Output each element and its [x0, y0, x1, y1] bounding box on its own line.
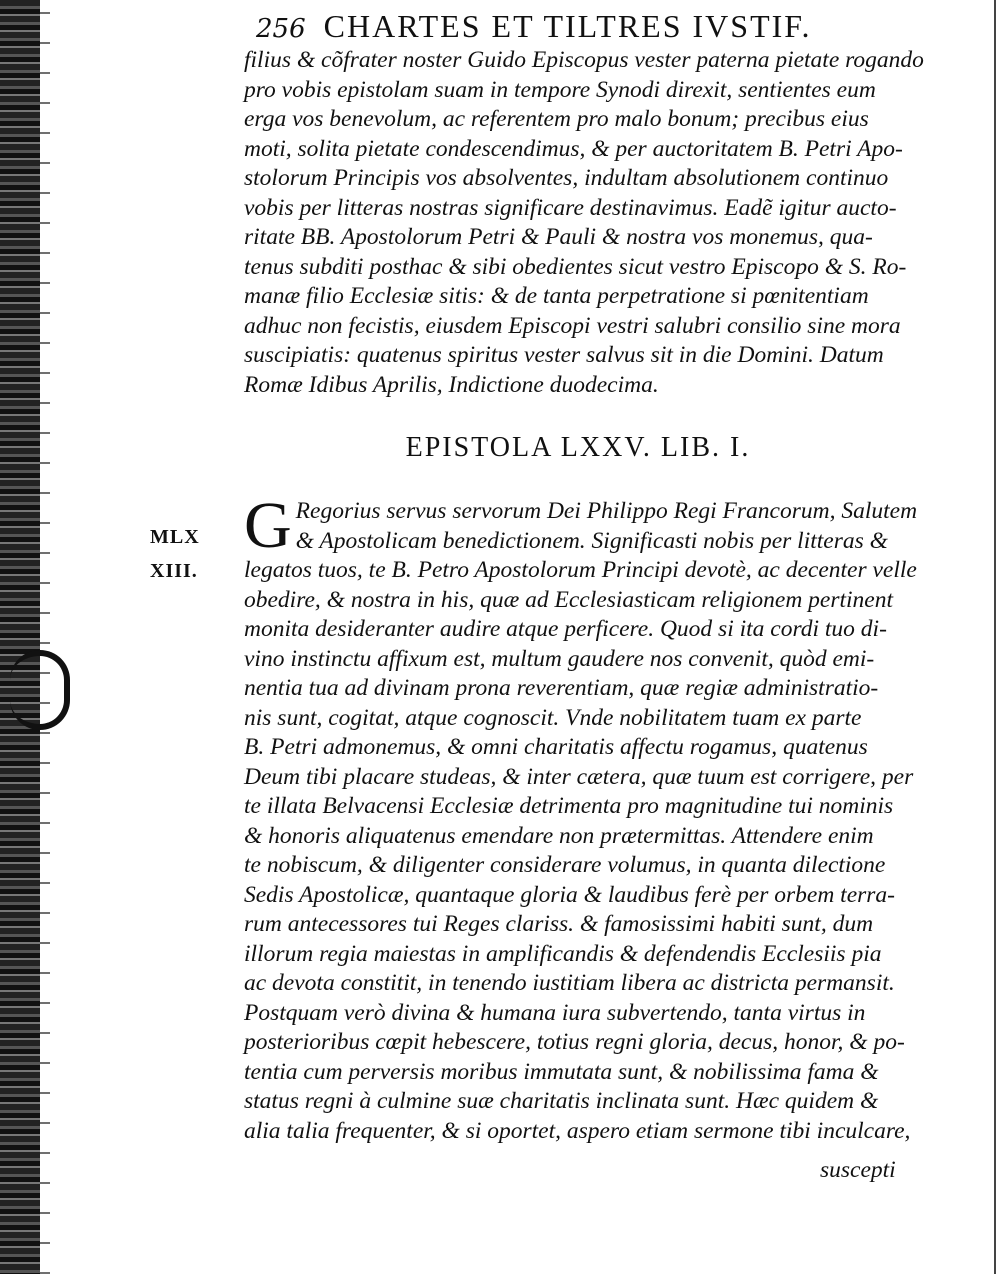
- binding-clip: [10, 650, 70, 730]
- text-line: pro vobis epistolam suam in tempore Synodi direxit, sentientes eum: [244, 76, 876, 103]
- text-line: rum antecessores tui Reges clariss. & famosissimi habiti sunt, dum: [244, 911, 874, 937]
- text-line: obedire, & nostra in his, quæ ad Ecclesiasticam religionem pertinent: [244, 586, 894, 613]
- text-line: adhuc non fecistis, eiusdem Episcopi vestri salubri consilio sine mora: [244, 312, 901, 339]
- scan-right-edge: [976, 0, 1000, 1274]
- text-line: & Apostolicam benedictionem. Significasti nobis per litteras &: [295, 527, 888, 554]
- text-line: tenus subditi posthac & sibi obedientes sicut vestro Episcopo & S. Ro-: [244, 253, 907, 280]
- text-line: & honoris aliquatenus emendare non prætermittas. Attendere enim: [244, 822, 874, 849]
- text-line: nentia tua ad divinam prona reverentiam, quæ regiæ administratio-: [244, 675, 879, 701]
- text-line: suscipiatis: quatenus spiritus vester salvus sit in die Domini. Datum: [244, 342, 884, 368]
- text-line: te nobiscum, & diligenter considerare volumus, in quanta dilectione: [244, 852, 886, 878]
- margin-note-line: MLX: [150, 526, 200, 548]
- text-line: monita desideranter audire atque perficere. Quod si ita cordi tuo di-: [244, 616, 887, 642]
- text-line: Regorius servus servorum Dei Philippo Regi Francorum, Salutem: [295, 498, 918, 524]
- text-line: status regni à culmine suæ charitatis inclinata sunt. Hæc quidem &: [244, 1088, 879, 1114]
- text-line: alia talia frequenter, & si oportet, aspero etiam sermone tibi inculcare,: [244, 1117, 911, 1144]
- text-line: ritate BB. Apostolorum Petri & Pauli & nostra vos monemus, qua-: [244, 224, 873, 250]
- text-line: Romæ Idibus Aprilis, Indictione duodecima.: [244, 371, 659, 398]
- catchword: suscepti: [820, 1157, 896, 1183]
- text-line: B. Petri admonemus, & omni charitatis affectu rogamus, quatenus: [244, 734, 868, 760]
- text-line: tentia cum perversis moribus immutata sunt, & nobilissima fama &: [244, 1058, 879, 1085]
- text-line: Postquam verò divina & humana iura subvertendo, tanta virtus in: [244, 999, 866, 1026]
- page-number: 256: [256, 14, 306, 44]
- text-line: vobis per litteras nostras significare destinavimus. Eadẽ igitur aucto-: [244, 194, 897, 221]
- scan-binding-edge: [0, 0, 40, 1274]
- text-line: Deum tibi placare studeas, & inter cætera, quæ tuum est corrigere, per: [244, 763, 914, 790]
- margin-date-note: [150, 520, 200, 588]
- epistle-heading: EPISTOLA LXXV. LIB. I.: [405, 432, 751, 463]
- margin-note-line: XIII.: [150, 560, 198, 582]
- text-line: filius & cõfrater noster Guido Episcopus vester paterna pietate rogando: [244, 47, 924, 73]
- epistle-body: [244, 489, 918, 1146]
- text-line: moti, solita pietate condescendimus, & per auctoritatem B. Petri Apo-: [244, 135, 903, 162]
- text-line: ac devota constitit, in tenendo iustitiam libera ac districta permansit.: [244, 970, 895, 996]
- drop-cap: G: [244, 489, 292, 562]
- text-line: legatos tuos, te B. Petro Apostolorum Principi devotè, ac decenter velle: [244, 557, 917, 583]
- running-title: CHARTES ET TILTRES IVSTIF.: [323, 8, 812, 44]
- text-line: posterioribus cœpit hebescere, totius regni gloria, decus, honor, & po-: [244, 1029, 905, 1055]
- text-line: te illata Belvacensi Ecclesiæ detrimenta pro magnitudine tui nominis: [244, 793, 894, 819]
- scan-binding-shadow: [40, 0, 50, 1274]
- continued-letter-text: [244, 46, 924, 400]
- text-line: vino instinctu affixum est, multum gaudere nos convenit, quòd emi-: [244, 645, 875, 672]
- text-line: erga vos benevolum, ac referentem pro malo bonum; precibus eius: [244, 106, 869, 132]
- text-line: nis sunt, cogitat, atque cognoscit. Vnde nobilitatem tuam ex parte: [244, 704, 862, 731]
- text-line: stolorum Principis vos absolventes, indultam absolutionem continuo: [244, 165, 889, 191]
- text-line: Sedis Apostolicæ, quantaque gloria & laudibus ferè per orbem terra-: [244, 881, 896, 908]
- text-line: illorum regia maiestas in amplificandis & defendendis Ecclesiis pia: [244, 940, 882, 967]
- text-line: manæ filio Ecclesiæ sitis: & de tanta perpetratione si pœnitentiam: [244, 283, 869, 309]
